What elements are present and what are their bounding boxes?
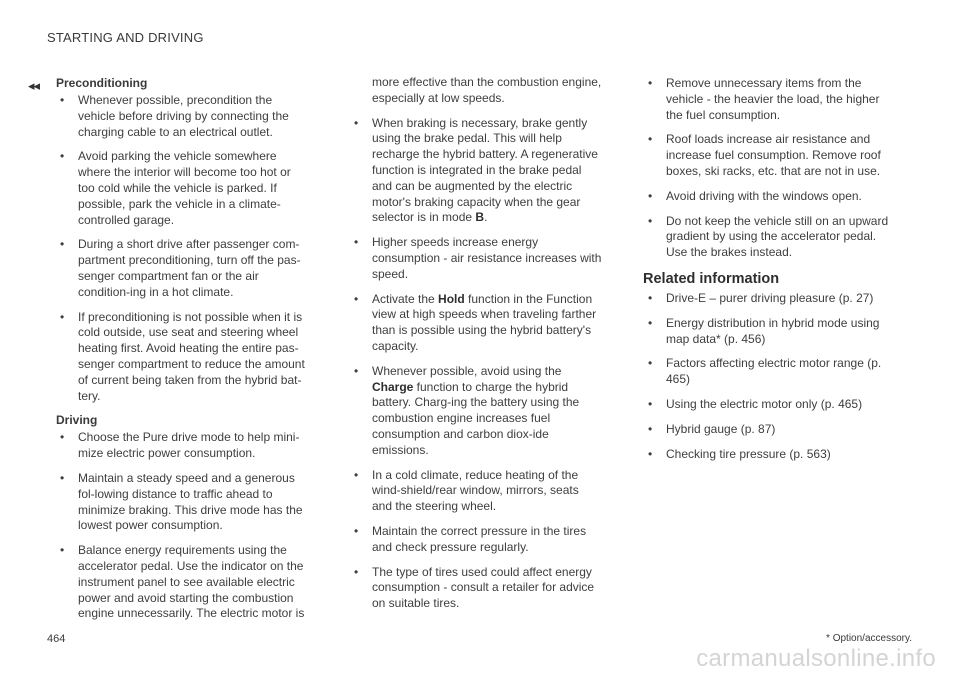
list-item-text: Whenever possible, avoid using the bbox=[372, 363, 562, 378]
list-item-text: Do not keep the vehicle still on an upward gradient by using the accelerator pedal. Use the brakes instead. bbox=[666, 213, 889, 260]
bullet-icon: • bbox=[648, 421, 653, 436]
list-item-text: Roof loads increase air resistance and increase fuel consumption. Remove roof boxes, ski racks, etc. that are not in use. bbox=[666, 132, 881, 178]
list-item bbox=[350, 235, 602, 282]
heading-driving: Driving bbox=[56, 413, 98, 428]
bullet-icon: • bbox=[648, 290, 653, 305]
list-item-text: During a short drive after passenger com-partment preconditioning, turn off the pas-senger compartment fan or the air condition-ing in a hot climate. bbox=[78, 237, 301, 299]
charge-function-label: Charge bbox=[372, 379, 414, 394]
related-link[interactable] bbox=[644, 422, 896, 438]
list-item-text: Remove unnecessary items from the vehicle - the heavier the load, the higher the fuel consumption. bbox=[666, 76, 880, 122]
bullet-icon: • bbox=[648, 76, 653, 90]
list-driving bbox=[56, 430, 308, 622]
bullet-icon: • bbox=[60, 470, 65, 485]
list-item bbox=[350, 565, 602, 612]
list-item bbox=[644, 132, 896, 179]
list-item bbox=[56, 237, 308, 300]
list-item bbox=[350, 468, 602, 515]
bullet-icon: • bbox=[60, 93, 65, 107]
heading-related-information: Related information bbox=[643, 270, 780, 287]
related-link-text[interactable]: Using the electric motor only (p. 465) bbox=[666, 396, 863, 411]
list-item-text: function to charge the hybrid battery. Charg-ing the battery using the combustion engine increases fuel consumption and carbon diox-ide emissions. bbox=[372, 379, 580, 457]
bullet-icon: • bbox=[648, 356, 653, 371]
list-preconditioning bbox=[56, 93, 308, 404]
list-item bbox=[350, 364, 602, 459]
list-item-text: Choose the Pure drive mode to help mini-mize electric power consumption. bbox=[78, 430, 300, 461]
bullet-icon: • bbox=[648, 315, 653, 330]
list-item bbox=[56, 471, 308, 534]
related-link[interactable] bbox=[644, 316, 896, 348]
list-item-text: The type of tires used could affect energy consumption - consult a retailer for advice on suitable tires. bbox=[372, 564, 595, 611]
bullet-icon: • bbox=[60, 430, 65, 445]
list-item-text: Avoid driving with the windows open. bbox=[666, 188, 862, 203]
list-tips bbox=[644, 76, 896, 261]
bullet-icon: • bbox=[648, 213, 653, 228]
list-item bbox=[644, 214, 896, 261]
list-item bbox=[56, 93, 308, 140]
related-links bbox=[644, 291, 896, 462]
bullet-icon: • bbox=[354, 363, 359, 378]
list-item-text: Maintain a steady speed and a generous fol-lowing distance to traffic ahead to minimize braking. This drive mode has the lowest power consumption. bbox=[78, 470, 303, 533]
list-item bbox=[644, 189, 896, 205]
bullet-icon: • bbox=[354, 564, 359, 579]
bullet-icon: • bbox=[648, 132, 653, 147]
footnote: * Option/accessory. bbox=[826, 633, 912, 644]
list-item bbox=[350, 116, 602, 227]
list-item-text: more effective than the combustion engine, especially at low speeds. bbox=[372, 75, 602, 105]
bullet-icon: • bbox=[648, 396, 653, 411]
related-link[interactable] bbox=[644, 447, 896, 463]
bullet-icon: • bbox=[354, 467, 359, 482]
list-item-text: Avoid parking the vehicle somewhere where the interior will become too hot or too cold while the vehicle is parked. If possible, park the vehicle in a climate-controlled garage. bbox=[78, 149, 291, 227]
continued-arrows-icon: ◂◂ bbox=[28, 78, 40, 93]
list-item bbox=[56, 310, 308, 405]
heading-preconditioning: Preconditioning bbox=[56, 76, 148, 90]
list-item-continued bbox=[350, 75, 602, 107]
gear-mode-label: B bbox=[475, 210, 485, 225]
list-item bbox=[56, 430, 308, 462]
bullet-icon: • bbox=[60, 543, 65, 558]
list-item bbox=[350, 524, 602, 556]
list-item bbox=[56, 543, 308, 622]
related-link[interactable] bbox=[644, 356, 896, 388]
list-item-text: Whenever possible, precondition the vehicle before driving by connecting the charging cable to an electrical outlet. bbox=[78, 93, 289, 139]
bullet-icon: • bbox=[648, 446, 653, 461]
watermark: carmanualsonline.info bbox=[696, 645, 936, 672]
hold-function-label: Hold bbox=[438, 291, 465, 306]
bullet-icon: • bbox=[60, 149, 65, 164]
list-item-text: function in the Function view at high speeds when traveling farther than is possible using the hybrid battery's capacity. bbox=[372, 291, 597, 353]
related-link-text[interactable]: Checking tire pressure (p. 563) bbox=[666, 446, 831, 461]
bullet-icon: • bbox=[354, 235, 359, 250]
related-link-text[interactable]: Energy distribution in hybrid mode using map data* (p. 456) bbox=[666, 315, 880, 346]
bullet-icon: • bbox=[354, 523, 359, 538]
list-item-text: . bbox=[484, 210, 488, 225]
related-link-text[interactable]: Factors affecting electric motor range (p. 465) bbox=[666, 356, 882, 387]
column-2 bbox=[350, 76, 602, 621]
list-item-text: If preconditioning is not possible when it is cold outside, use seat and steering wheel heating first. Avoid heating the entire pas-senger compartment to reduce the amount of current being taken from the hybrid bat-tery. bbox=[78, 309, 305, 403]
bullet-icon: • bbox=[60, 309, 65, 324]
related-link-text[interactable]: Drive-E – purer driving pleasure (p. 27) bbox=[666, 290, 874, 305]
bullet-icon: • bbox=[354, 115, 359, 130]
column-3 bbox=[644, 76, 896, 471]
list-item bbox=[644, 76, 896, 123]
list-item-text: Higher speeds increase energy consumption - air resistance increases with speed. bbox=[372, 235, 602, 281]
list-item bbox=[350, 292, 602, 355]
list-driving-continued bbox=[350, 75, 602, 612]
related-link[interactable] bbox=[644, 397, 896, 413]
bullet-icon: • bbox=[60, 237, 65, 252]
section-header: STARTING AND DRIVING bbox=[47, 30, 204, 45]
list-item-text: In a cold climate, reduce heating of the wind-shield/rear window, mirrors, seats and the steering wheel. bbox=[372, 467, 579, 514]
page-number: 464 bbox=[47, 633, 66, 645]
bullet-icon: • bbox=[354, 291, 359, 306]
list-item-text: Balance energy requirements using the accelerator pedal. Use the indicator on the instrument panel to see available electric power and avoid starting the combustion engine unnecessarily. The electric motor is bbox=[78, 543, 305, 621]
list-item bbox=[56, 149, 308, 228]
related-link-text[interactable]: Hybrid gauge (p. 87) bbox=[666, 421, 776, 436]
bullet-icon: • bbox=[648, 188, 653, 203]
list-item-text: Maintain the correct pressure in the tires and check pressure regularly. bbox=[372, 523, 587, 554]
list-item-text: When braking is necessary, brake gently using the brake pedal. This will help recharge the hybrid battery. A regenerative function is integrated in the brake pedal and can be augmented by the electric motor's braking capacity when the gear selector is in mode bbox=[372, 115, 598, 225]
column-1 bbox=[56, 76, 308, 631]
list-item-text: Activate the bbox=[372, 291, 439, 306]
related-link[interactable] bbox=[644, 291, 896, 307]
